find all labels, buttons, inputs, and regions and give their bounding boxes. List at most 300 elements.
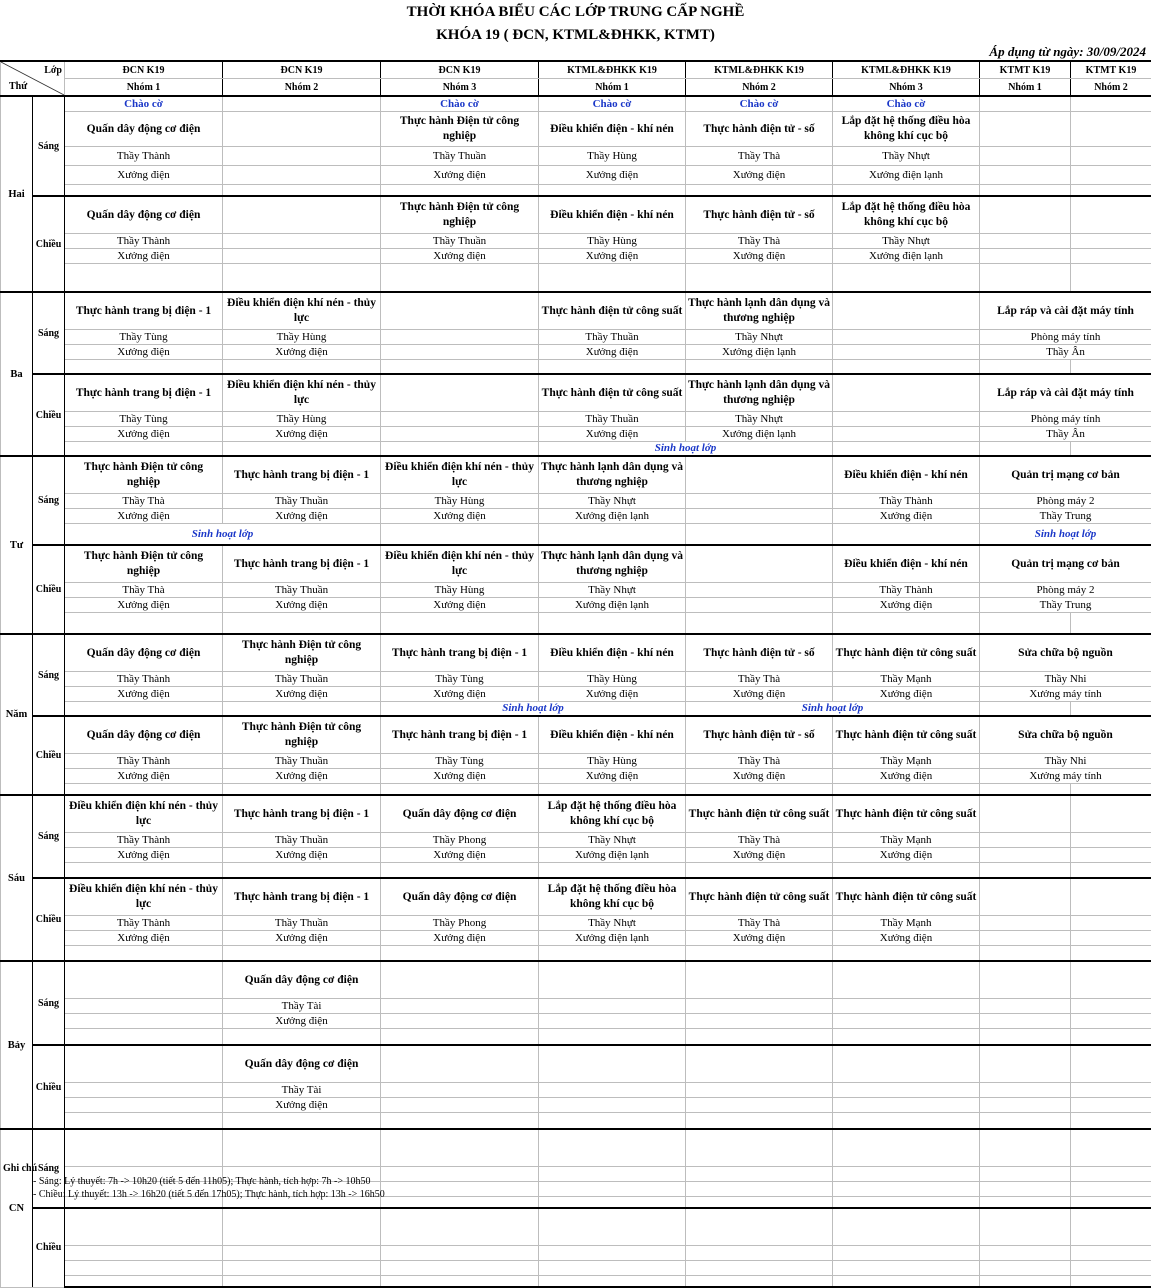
day-3-session-1-row-4 [1, 524, 1151, 546]
cell-1: Xưởng điện [65, 769, 223, 784]
day-7-session-2-row-1 [1, 1208, 1151, 1246]
cell-4: Điều khiển điện - khí nén [539, 716, 686, 754]
cell-8 [1071, 702, 1151, 717]
day-5-session-2-row-1 [1, 878, 1151, 916]
cell-3 [381, 345, 539, 360]
cell-4: Điều khiển điện - khí nén [539, 196, 686, 234]
cell-6 [833, 345, 980, 360]
cell-5: Thầy Thà [686, 916, 833, 931]
day-1-session-1-row-5 [1, 185, 1151, 197]
cell-2: Thầy Tài [223, 1083, 381, 1098]
cell-6 [833, 1246, 980, 1261]
day-4-session-1-row-4 [1, 702, 1151, 717]
cell-5 [686, 863, 833, 879]
day-2-session-2-row-1 [1, 374, 1151, 412]
session-label: Chiều [33, 716, 65, 795]
cell-8 [1071, 442, 1151, 457]
cell-2: Quấn dây động cơ điện [223, 961, 381, 999]
apply-date: Áp dụng từ ngày: 30/09/2024 [989, 44, 1146, 60]
group-class-7: KTMT K19 [980, 61, 1071, 79]
cell-5: Thực hành điện tử - số [686, 634, 833, 672]
cell-1: Xưởng điện [65, 931, 223, 946]
cell-4 [539, 863, 686, 879]
cell-3 [381, 1113, 539, 1130]
session-label: Sáng [33, 795, 65, 878]
cell-2 [223, 784, 381, 796]
cell-4 [539, 1129, 686, 1167]
cell-1: Thầy Thành [65, 672, 223, 687]
day-label: Sáu [1, 795, 33, 961]
cell-7 [980, 833, 1071, 848]
day-1-session-2-row-3 [1, 249, 1151, 264]
cell-4 [539, 1261, 686, 1276]
cell-4: Xưởng điện lạnh [539, 598, 686, 613]
cell-1: Thầy Thành [65, 833, 223, 848]
cell-2 [223, 1208, 381, 1246]
cell-2: Xưởng điện [223, 345, 381, 360]
cell-5 [686, 1098, 833, 1113]
cell-7: Quản trị mạng cơ bản [980, 545, 1151, 583]
cell-7 [980, 1029, 1071, 1046]
cell-7 [980, 1197, 1071, 1209]
cell-7 [980, 185, 1071, 197]
cell-1: Thầy Thành [65, 234, 223, 249]
cell-1: Sinh hoạt lớp [65, 524, 381, 546]
cell-8 [1071, 931, 1151, 946]
group-name-7: Nhóm 1 [980, 79, 1071, 97]
cell-1 [65, 264, 223, 293]
cell-3 [381, 1083, 539, 1098]
cell-5 [686, 1083, 833, 1098]
cell-1 [65, 784, 223, 796]
day-2-session-1-row-1 [1, 292, 1151, 330]
cell-8 [1071, 234, 1151, 249]
cell-8 [1071, 613, 1151, 635]
notes-label: Ghi chú [3, 1162, 385, 1175]
cell-5: Xưởng điện [686, 769, 833, 784]
cell-1 [65, 999, 223, 1014]
cell-6: Xưởng điện [833, 687, 980, 702]
day-6-session-2-row-3 [1, 1098, 1151, 1113]
cell-2 [223, 264, 381, 293]
cell-7: Thầy Nhi [980, 672, 1151, 687]
notes-line-2: - Chiều: Lý thuyết: 13h -> 16h20 (tiết 5 đến 17h05); Thực hành, tích hợp: 13h -> 16h50 [3, 1188, 385, 1201]
day-label: Bảy [1, 961, 33, 1129]
cell-3 [381, 784, 539, 796]
cell-3 [381, 427, 539, 442]
cell-5: Xưởng điện [686, 249, 833, 264]
cell-8 [1071, 249, 1151, 264]
cell-7 [980, 1261, 1071, 1276]
cell-6: Xưởng điện lạnh [833, 249, 980, 264]
cell-1: Điều khiển điện khí nén - thủy lực [65, 878, 223, 916]
cell-1: Xưởng điện [65, 345, 223, 360]
cell-3 [381, 1261, 539, 1276]
cell-5 [686, 999, 833, 1014]
cell-3 [381, 264, 539, 293]
cell-7 [980, 264, 1071, 293]
cell-2: Thực hành trang bị điện - 1 [223, 545, 381, 583]
cell-2: Thầy Hùng [223, 330, 381, 345]
cell-7 [980, 1014, 1071, 1029]
cell-6 [833, 1182, 980, 1197]
cell-5: Thầy Thà [686, 672, 833, 687]
cell-7 [980, 249, 1071, 264]
cell-5: Thầy Thà [686, 754, 833, 769]
cell-7: Thầy Ân [980, 427, 1151, 442]
cell-2: Xưởng điện [223, 509, 381, 524]
cell-6 [833, 442, 980, 457]
cell-4: Xưởng điện [539, 345, 686, 360]
timetable [0, 60, 1151, 1288]
cell-3: Điều khiển điện khí nén - thủy lực [381, 545, 539, 583]
cell-7: Xưởng máy tính [980, 769, 1151, 784]
cell-1 [65, 613, 223, 635]
day-label: Ba [1, 292, 33, 456]
cell-2 [223, 1261, 381, 1276]
cell-2: Thầy Tài [223, 999, 381, 1014]
cell-2: Thực hành Điện tử công nghiệp [223, 634, 381, 672]
cell-2: Xưởng điện [223, 931, 381, 946]
day-4-session-1-row-2 [1, 672, 1151, 687]
cell-1 [65, 1129, 223, 1167]
cell-7: Xưởng máy tính [980, 687, 1151, 702]
cell-1: Quấn dây động cơ điện [65, 634, 223, 672]
cell-2: Quấn dây động cơ điện [223, 1045, 381, 1083]
cell-2: Thực hành trang bị điện - 1 [223, 795, 381, 833]
day-5-session-1-row-1 [1, 795, 1151, 833]
cell-1 [65, 961, 223, 999]
cell-3 [381, 1197, 539, 1209]
cell-3 [381, 1098, 539, 1113]
cell-2: Thầy Thuần [223, 494, 381, 509]
cell-1: Xưởng điện [65, 509, 223, 524]
cell-2 [223, 1246, 381, 1261]
cell-8 [1071, 360, 1151, 375]
session-label: Chiều [33, 374, 65, 456]
cell-2 [223, 1276, 381, 1288]
group-class-5: KTML&ĐHKK K19 [686, 61, 833, 79]
cell-7 [980, 1208, 1071, 1246]
cell-6 [833, 412, 980, 427]
cell-6: Thầy Nhựt [833, 234, 980, 249]
cell-3: Thực hành Điện tử công nghiệp [381, 196, 539, 234]
day-4-session-1-row-1 [1, 634, 1151, 672]
cell-7: Lắp ráp và cài đặt máy tính [980, 374, 1151, 412]
group-class-6: KTML&ĐHKK K19 [833, 61, 980, 79]
group-class-2: ĐCN K19 [223, 61, 381, 79]
cell-7: Phòng máy tính [980, 412, 1151, 427]
cell-4: Thầy Thuần [539, 412, 686, 427]
cell-6 [833, 292, 980, 330]
cell-1: Thầy Thà [65, 494, 223, 509]
cell-6 [833, 330, 980, 345]
cell-4: Sinh hoạt lớp [539, 442, 833, 457]
cell-1 [65, 185, 223, 197]
day-4-session-1-row-3 [1, 687, 1151, 702]
session-label: Sáng [33, 96, 65, 196]
group-name-6: Nhóm 3 [833, 79, 980, 97]
cell-4: Thầy Hùng [539, 147, 686, 166]
cell-3 [381, 863, 539, 879]
cell-6 [833, 427, 980, 442]
cell-3 [381, 1246, 539, 1261]
cell-3 [381, 330, 539, 345]
cell-6: Thầy Nhựt [833, 147, 980, 166]
cell-7: Thầy Nhi [980, 754, 1151, 769]
day-3-session-1-row-1 [1, 456, 1151, 494]
cell-8 [1071, 999, 1151, 1014]
cell-4 [539, 1014, 686, 1029]
cell-3: Thầy Tùng [381, 672, 539, 687]
cell-3: Quấn dây động cơ điện [381, 878, 539, 916]
cell-5: Thầy Thà [686, 833, 833, 848]
cell-4 [539, 1167, 686, 1182]
cell-2 [223, 185, 381, 197]
cell-8 [1071, 1129, 1151, 1167]
cell-6: Điều khiển điện - khí nén [833, 456, 980, 494]
cell-5: Xưởng điện lạnh [686, 427, 833, 442]
group-name-2: Nhóm 2 [223, 79, 381, 97]
cell-3 [381, 360, 539, 375]
cell-5: Thực hành điện tử công suất [686, 878, 833, 916]
cell-4: Chào cờ [539, 96, 686, 112]
cell-5 [686, 456, 833, 494]
cell-6 [833, 613, 980, 635]
cell-4 [539, 1246, 686, 1261]
cell-1: Xưởng điện [65, 598, 223, 613]
cell-4: Thực hành điện tử công suất [539, 374, 686, 412]
cell-3: Quấn dây động cơ điện [381, 795, 539, 833]
cell-6: Thầy Mạnh [833, 833, 980, 848]
cell-1 [65, 1261, 223, 1276]
cell-8 [1071, 185, 1151, 197]
cell-5 [686, 613, 833, 635]
cell-8 [1071, 878, 1151, 916]
day-1-session-2-row-1 [1, 196, 1151, 234]
cell-7: Lắp ráp và cài đặt máy tính [980, 292, 1151, 330]
cell-5: Thực hành điện tử - số [686, 112, 833, 147]
cell-3 [381, 999, 539, 1014]
cell-4 [539, 613, 686, 635]
cell-7: Thầy Ân [980, 345, 1151, 360]
cell-5: Thực hành điện tử - số [686, 716, 833, 754]
cell-1: Thực hành trang bị điện - 1 [65, 292, 223, 330]
day-label: Tư [1, 456, 33, 634]
day-5-session-1-row-3 [1, 848, 1151, 863]
cell-1 [65, 702, 223, 717]
cell-6 [833, 1014, 980, 1029]
cell-2: Xưởng điện [223, 1014, 381, 1029]
cell-2: Điều khiển điện khí nén - thủy lực [223, 292, 381, 330]
cell-5 [686, 1113, 833, 1130]
day-1-session-2-row-4 [1, 264, 1151, 293]
cell-1: Thực hành Điện tử công nghiệp [65, 456, 223, 494]
cell-1: Thầy Tùng [65, 330, 223, 345]
cell-5 [686, 545, 833, 583]
cell-3 [381, 613, 539, 635]
cell-2: Xưởng điện [223, 687, 381, 702]
cell-6 [833, 264, 980, 293]
day-2-session-1-row-2 [1, 330, 1151, 345]
cell-4 [539, 1197, 686, 1209]
group-class-8: KTMT K19 [1071, 61, 1151, 79]
cell-4: Thầy Thuần [539, 330, 686, 345]
cell-3: Chào cờ [381, 96, 539, 112]
cell-1 [65, 360, 223, 375]
cell-4: Xưởng điện lạnh [539, 848, 686, 863]
cell-7 [980, 931, 1071, 946]
cell-5: Xưởng điện [686, 166, 833, 185]
cell-3: Xưởng điện [381, 687, 539, 702]
cell-6 [833, 999, 980, 1014]
cell-3 [381, 961, 539, 999]
cell-5 [686, 1167, 833, 1182]
cell-6 [833, 1129, 980, 1167]
cell-6: Chào cờ [833, 96, 980, 112]
cell-7 [980, 999, 1071, 1014]
cell-1: Xưởng điện [65, 427, 223, 442]
cell-5: Thực hành lạnh dân dụng và thương nghiệp [686, 292, 833, 330]
day-7-session-1-row-1 [1, 1129, 1151, 1167]
cell-5 [686, 494, 833, 509]
cell-6: Thầy Mạnh [833, 754, 980, 769]
cell-7 [980, 863, 1071, 879]
cell-6: Thực hành điện tử công suất [833, 795, 980, 833]
cell-1 [65, 1113, 223, 1130]
cell-8 [1071, 795, 1151, 833]
cell-5: Xưởng điện lạnh [686, 345, 833, 360]
day-2-session-1-row-4 [1, 360, 1151, 375]
cell-2: Thầy Thuần [223, 583, 381, 598]
cell-1 [65, 1276, 223, 1288]
cell-3 [381, 185, 539, 197]
day-3-session-2-row-4 [1, 613, 1151, 635]
cell-5 [686, 784, 833, 796]
cell-4 [539, 524, 686, 546]
cell-3 [381, 524, 539, 546]
page-subtitle: KHÓA 19 ( ĐCN, KTML&ĐHKK, KTMT) [0, 27, 1151, 44]
cell-2 [223, 112, 381, 147]
cell-4: Thầy Hùng [539, 234, 686, 249]
cell-6: Xưởng điện [833, 931, 980, 946]
cell-2: Thầy Thuần [223, 672, 381, 687]
cell-4 [539, 784, 686, 796]
day-2-session-2-row-4 [1, 442, 1151, 457]
cell-8 [1071, 946, 1151, 962]
cell-4 [539, 1113, 686, 1130]
cell-3 [381, 1208, 539, 1246]
corner-lop-label: Lớp [44, 64, 62, 77]
cell-2: Thực hành trang bị điện - 1 [223, 878, 381, 916]
cell-1: Quấn dây động cơ điện [65, 112, 223, 147]
cell-2 [223, 613, 381, 635]
cell-8 [1071, 961, 1151, 999]
day-7-session-2-row-4 [1, 1276, 1151, 1288]
cell-3 [381, 1167, 539, 1182]
cell-4 [539, 1083, 686, 1098]
cell-5: Thầy Thà [686, 147, 833, 166]
cell-4 [539, 1276, 686, 1288]
group-name-8: Nhóm 2 [1071, 79, 1151, 97]
cell-7 [980, 878, 1071, 916]
cell-6 [833, 185, 980, 197]
cell-8 [1071, 196, 1151, 234]
cell-4: Thầy Nhựt [539, 583, 686, 598]
cell-8 [1071, 1182, 1151, 1197]
cell-1: Thầy Thành [65, 754, 223, 769]
day-3-session-2-row-1 [1, 545, 1151, 583]
cell-2: Thầy Hùng [223, 412, 381, 427]
session-label: Sáng [33, 456, 65, 545]
cell-8 [1071, 1029, 1151, 1046]
cell-5 [686, 360, 833, 375]
cell-3: Xưởng điện [381, 598, 539, 613]
cell-7 [980, 360, 1071, 375]
cell-6 [833, 1261, 980, 1276]
cell-5 [686, 264, 833, 293]
session-label: Sáng [33, 961, 65, 1045]
group-name-3: Nhóm 3 [381, 79, 539, 97]
cell-3: Thực hành Điện tử công nghiệp [381, 112, 539, 147]
cell-6 [833, 1208, 980, 1246]
cell-6: Thầy Mạnh [833, 916, 980, 931]
header-row-class [1, 61, 1151, 79]
cell-2 [223, 147, 381, 166]
cell-1: Chào cờ [65, 96, 223, 112]
cell-2: Thực hành trang bị điện - 1 [223, 456, 381, 494]
cell-4: Thực hành lạnh dân dụng và thương nghiệp [539, 456, 686, 494]
cell-4: Thầy Nhựt [539, 916, 686, 931]
cell-7: Sửa chữa bộ nguồn [980, 634, 1151, 672]
session-label: Chiều [33, 1045, 65, 1129]
cell-1: Thực hành trang bị điện - 1 [65, 374, 223, 412]
cell-3: Xưởng điện [381, 931, 539, 946]
cell-7 [980, 795, 1071, 833]
cell-7 [980, 234, 1071, 249]
cell-3 [381, 442, 539, 457]
cell-6: Điều khiển điện - khí nén [833, 545, 980, 583]
cell-3 [381, 946, 539, 962]
cell-2: Điều khiển điện khí nén - thủy lực [223, 374, 381, 412]
cell-7: Phòng máy tính [980, 330, 1151, 345]
session-label: Chiều [33, 545, 65, 634]
cell-6: Xưởng điện [833, 598, 980, 613]
cell-1: Xưởng điện [65, 848, 223, 863]
cell-6: Xưởng điện [833, 509, 980, 524]
cell-5 [686, 1014, 833, 1029]
notes-line-1: - Sáng: Lý thuyết: 7h -> 10h20 (tiết 5 đến 11h05); Thực hành, tích hợp: 7h -> 10h50 [3, 1175, 385, 1188]
cell-6 [833, 1167, 980, 1182]
cell-4 [539, 1029, 686, 1046]
cell-1: Thầy Thành [65, 916, 223, 931]
cell-3 [381, 1276, 539, 1288]
cell-3: Xưởng điện [381, 848, 539, 863]
cell-5: Chào cờ [686, 96, 833, 112]
cell-6: Thầy Thành [833, 494, 980, 509]
cell-7 [980, 1098, 1071, 1113]
cell-7: Quản trị mạng cơ bản [980, 456, 1151, 494]
cell-7 [980, 196, 1071, 234]
cell-1 [65, 1246, 223, 1261]
cell-4: Xưởng điện [539, 166, 686, 185]
cell-4: Xưởng điện [539, 249, 686, 264]
session-label: Chiều [33, 1208, 65, 1287]
cell-6 [833, 360, 980, 375]
cell-5 [686, 1197, 833, 1209]
cell-5 [686, 509, 833, 524]
session-label: Sáng [33, 634, 65, 716]
